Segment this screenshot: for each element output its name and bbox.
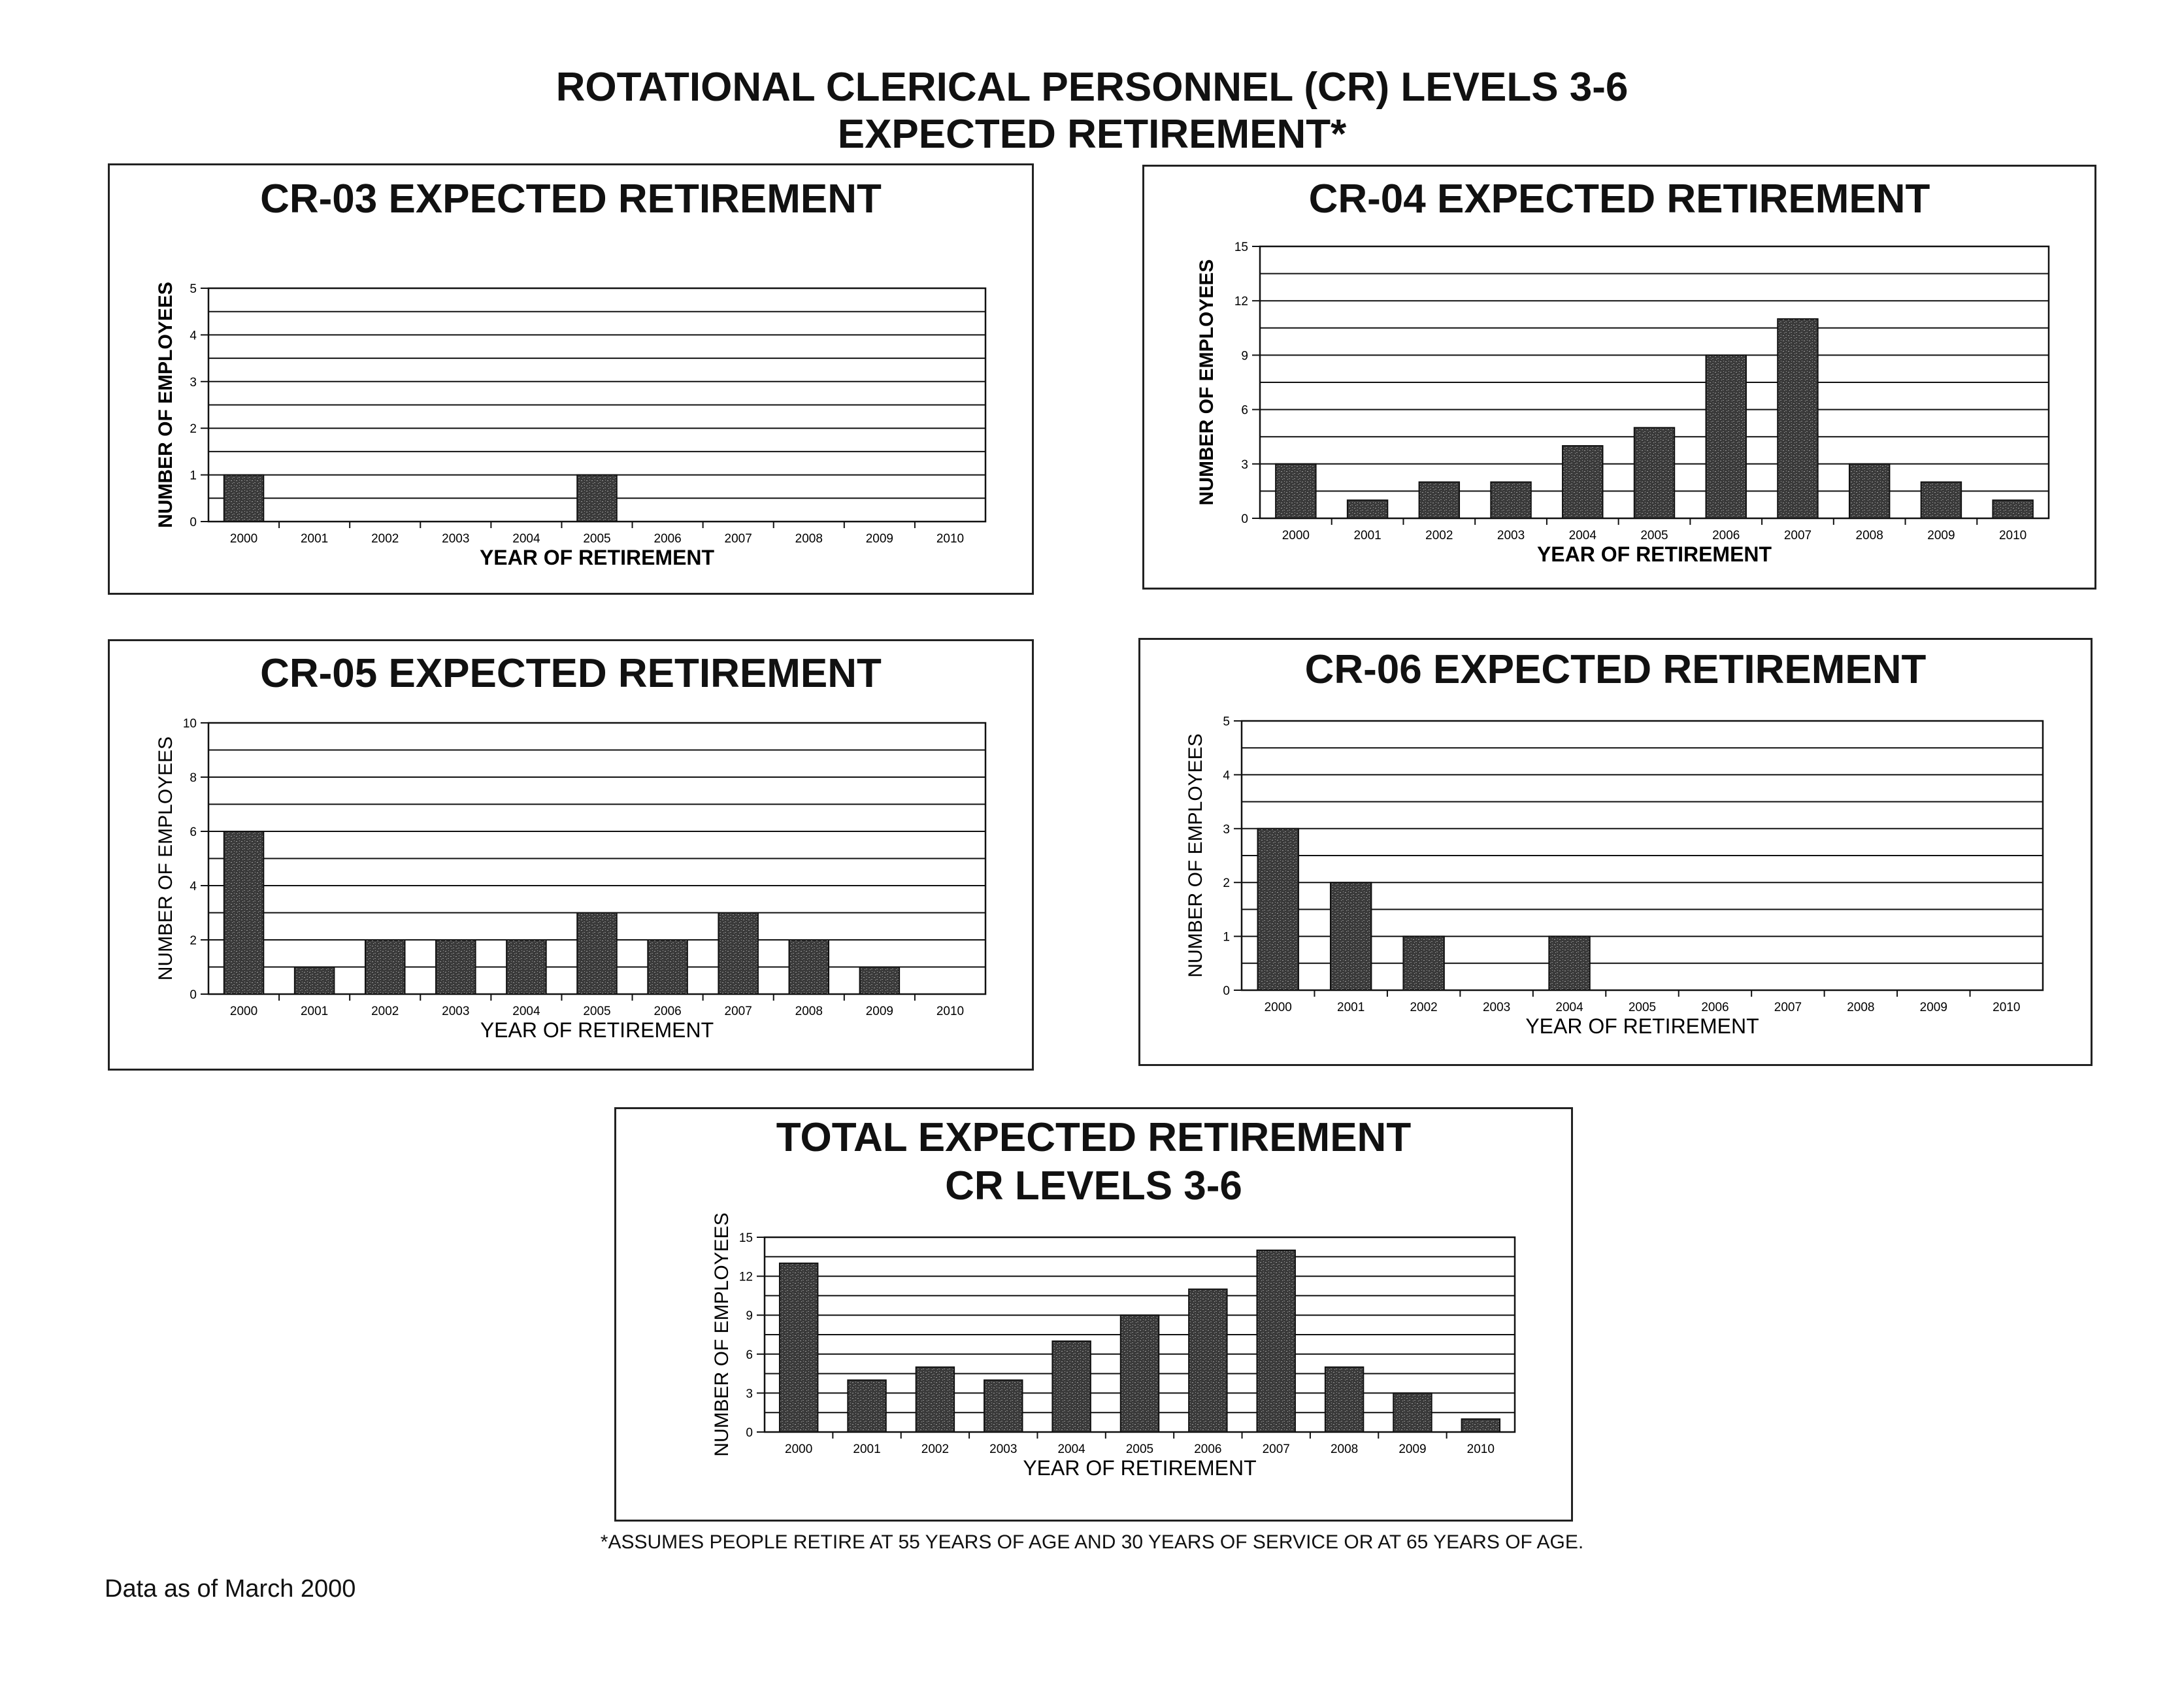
x-tick-label: 2006	[654, 532, 682, 546]
chart-cr06	[1138, 638, 2093, 1066]
y-axis-label: NUMBER OF EMPLOYEES	[155, 736, 176, 981]
y-tick-label: 5	[1223, 715, 1230, 729]
y-tick-label: 10	[182, 717, 197, 731]
x-tick-label: 2006	[654, 1005, 682, 1018]
x-tick-label: 2010	[936, 1005, 965, 1018]
bar-2001	[295, 967, 335, 995]
x-tick-label: 2007	[1774, 1001, 1802, 1014]
y-tick-label: 3	[1223, 822, 1230, 837]
y-tick-label: 4	[190, 880, 197, 893]
y-tick-label: 6	[190, 825, 197, 839]
chart-total	[614, 1107, 1573, 1522]
bar-2002	[365, 940, 405, 994]
x-tick-label: 2000	[785, 1442, 813, 1456]
bar-2000	[224, 475, 264, 522]
chart-title-line2: CR LEVELS 3-6	[945, 1163, 1242, 1208]
chart-cr05	[108, 639, 1034, 1071]
bar-2007	[718, 913, 758, 995]
bar-2005	[1121, 1315, 1159, 1432]
x-axis-label: YEAR OF RETIREMENT	[1023, 1456, 1257, 1480]
bar-2001	[848, 1380, 885, 1432]
y-tick-label: 9	[746, 1309, 753, 1324]
x-tick-label: 2005	[583, 532, 611, 546]
y-tick-label: 12	[738, 1270, 753, 1284]
x-tick-label: 2001	[300, 532, 329, 546]
bar-2008	[1849, 464, 1889, 518]
y-tick-label: 1	[190, 469, 197, 483]
x-tick-label: 2006	[1194, 1442, 1222, 1456]
chart-cr05-plot	[110, 641, 1036, 1073]
bar-2002	[916, 1367, 954, 1432]
chart-title: CR-06 EXPECTED RETIREMENT	[1304, 647, 1927, 692]
bar-2003	[1491, 482, 1530, 518]
x-tick-label: 2000	[229, 1005, 258, 1018]
chart-title: CR-03 EXPECTED RETIREMENT	[260, 176, 882, 222]
x-tick-label: 2001	[1337, 1001, 1365, 1014]
y-tick-label: 4	[1223, 769, 1230, 783]
x-tick-label: 2010	[1993, 1001, 2021, 1014]
y-tick-label: 0	[190, 516, 197, 529]
y-axis-label: NUMBER OF EMPLOYEES	[711, 1212, 733, 1457]
x-tick-label: 2002	[1425, 529, 1453, 542]
y-tick-label: 0	[1223, 984, 1230, 998]
bar-2007	[1778, 319, 1817, 518]
y-tick-label: 15	[738, 1231, 753, 1245]
x-tick-label: 2001	[1353, 529, 1382, 542]
y-tick-label: 15	[1234, 241, 1248, 254]
x-tick-label: 2003	[1497, 529, 1525, 542]
chart-title: TOTAL EXPECTED RETIREMENT	[776, 1115, 1412, 1160]
x-tick-label: 2003	[989, 1442, 1018, 1456]
bar-2004	[1052, 1341, 1090, 1432]
bar-2002	[1419, 482, 1459, 518]
x-tick-label: 2009	[865, 1005, 894, 1018]
x-tick-label: 2004	[1555, 1001, 1583, 1014]
x-tick-label: 2004	[512, 532, 540, 546]
x-tick-label: 2004	[1057, 1442, 1085, 1456]
x-tick-label: 2009	[1919, 1001, 1947, 1014]
x-tick-label: 2004	[1568, 529, 1597, 542]
chart-cr04	[1142, 165, 2096, 590]
bar-2004	[1549, 937, 1589, 990]
data-date: Data as of March 2000	[105, 1575, 356, 1603]
y-tick-label: 3	[190, 375, 197, 390]
bar-2009	[1393, 1393, 1431, 1432]
x-tick-label: 2007	[724, 532, 752, 546]
x-tick-label: 2010	[936, 532, 965, 546]
y-tick-label: 2	[1223, 876, 1230, 891]
page-title-line1: ROTATIONAL CLERICAL PERSONNEL (CR) LEVELS 3-6	[555, 65, 1629, 110]
x-axis-label: YEAR OF RETIREMENT	[1525, 1014, 1759, 1038]
bar-2001	[1348, 500, 1387, 518]
x-tick-label: 2005	[1628, 1001, 1657, 1014]
bar-2003	[984, 1380, 1022, 1432]
x-tick-label: 2002	[371, 1005, 399, 1018]
chart-cr06-plot	[1140, 640, 2094, 1068]
bar-2006	[1706, 355, 1746, 518]
x-tick-label: 2001	[300, 1005, 329, 1018]
y-tick-label: 9	[1241, 349, 1248, 363]
y-tick-label: 3	[1241, 458, 1248, 472]
bar-2008	[789, 940, 829, 994]
bar-2010	[1993, 500, 2032, 518]
x-tick-label: 2007	[1262, 1442, 1290, 1456]
y-tick-label: 0	[190, 988, 197, 1002]
chart-title: CR-04 EXPECTED RETIREMENT	[1308, 176, 1930, 222]
y-tick-label: 6	[1241, 403, 1248, 418]
y-tick-label: 0	[1241, 512, 1248, 526]
bar-2000	[224, 831, 264, 994]
x-tick-label: 2000	[229, 532, 258, 546]
y-tick-label: 1	[1223, 930, 1230, 944]
bar-2003	[436, 940, 476, 994]
x-tick-label: 2004	[512, 1005, 540, 1018]
bar-2000	[780, 1263, 818, 1432]
x-tick-label: 2002	[1410, 1001, 1438, 1014]
y-tick-label: 0	[746, 1426, 753, 1440]
x-tick-label: 2010	[1998, 529, 2027, 542]
bar-2007	[1257, 1250, 1295, 1432]
y-tick-label: 6	[746, 1348, 753, 1362]
x-tick-label: 2000	[1264, 1001, 1292, 1014]
x-tick-label: 2009	[1398, 1442, 1427, 1456]
x-tick-label: 2007	[1783, 529, 1812, 542]
bar-2010	[1462, 1419, 1500, 1432]
x-tick-label: 2008	[1847, 1001, 1875, 1014]
bar-2006	[1189, 1289, 1227, 1432]
footnote: *ASSUMES PEOPLE RETIRE AT 55 YEARS OF AGE AND 30 YEARS OF SERVICE OR AT 65 YEARS OF AGE.	[600, 1531, 1584, 1553]
y-tick-label: 4	[190, 329, 197, 343]
x-tick-label: 2007	[724, 1005, 752, 1018]
y-axis-label: NUMBER OF EMPLOYEES	[1185, 733, 1206, 978]
x-tick-label: 2003	[442, 532, 470, 546]
y-axis-label: NUMBER OF EMPLOYEES	[155, 282, 176, 528]
bar-2006	[648, 940, 687, 994]
x-tick-label: 2006	[1712, 529, 1740, 542]
x-tick-label: 2005	[1125, 1442, 1154, 1456]
bar-2004	[1563, 446, 1602, 518]
x-tick-label: 2001	[853, 1442, 881, 1456]
y-axis-label: NUMBER OF EMPLOYEES	[1196, 259, 1217, 506]
bar-2001	[1331, 882, 1371, 990]
x-tick-label: 2003	[442, 1005, 470, 1018]
y-tick-label: 12	[1234, 295, 1248, 309]
chart-cr03-plot	[110, 165, 1036, 597]
x-tick-label: 2008	[1855, 529, 1883, 542]
y-tick-label: 2	[190, 422, 197, 437]
chart-title: CR-05 EXPECTED RETIREMENT	[260, 651, 882, 696]
chart-cr04-plot	[1144, 167, 2098, 592]
chart-cr03	[108, 163, 1034, 595]
bar-2005	[1634, 427, 1674, 518]
x-tick-label: 2002	[371, 532, 399, 546]
x-tick-label: 2008	[795, 1005, 823, 1018]
x-axis-label: YEAR OF RETIREMENT	[1536, 542, 1772, 566]
x-tick-label: 2005	[1640, 529, 1668, 542]
x-tick-label: 2002	[921, 1442, 950, 1456]
chart-total-plot	[616, 1109, 1575, 1524]
bar-2002	[1403, 937, 1444, 990]
x-tick-label: 2006	[1701, 1001, 1729, 1014]
y-tick-label: 5	[190, 282, 197, 296]
x-tick-label: 2000	[1282, 529, 1310, 542]
bar-2008	[1325, 1367, 1363, 1432]
x-tick-label: 2009	[865, 532, 894, 546]
x-tick-label: 2010	[1466, 1442, 1495, 1456]
x-tick-label: 2008	[795, 532, 823, 546]
bar-2000	[1258, 829, 1299, 990]
bar-2009	[1921, 482, 1961, 518]
x-axis-label: YEAR OF RETIREMENT	[479, 546, 715, 569]
y-tick-label: 8	[190, 771, 197, 785]
bar-2005	[577, 475, 617, 522]
x-tick-label: 2003	[1482, 1001, 1511, 1014]
y-tick-label: 2	[190, 934, 197, 948]
x-tick-label: 2009	[1927, 529, 1955, 542]
bar-2005	[577, 913, 617, 995]
x-tick-label: 2005	[583, 1005, 611, 1018]
page-title-line2: EXPECTED RETIREMENT*	[837, 112, 1347, 157]
y-tick-label: 3	[746, 1387, 753, 1401]
bar-2000	[1276, 464, 1315, 518]
bar-2004	[506, 940, 546, 994]
bar-2009	[860, 967, 900, 995]
x-tick-label: 2008	[1330, 1442, 1359, 1456]
x-axis-label: YEAR OF RETIREMENT	[480, 1018, 714, 1042]
